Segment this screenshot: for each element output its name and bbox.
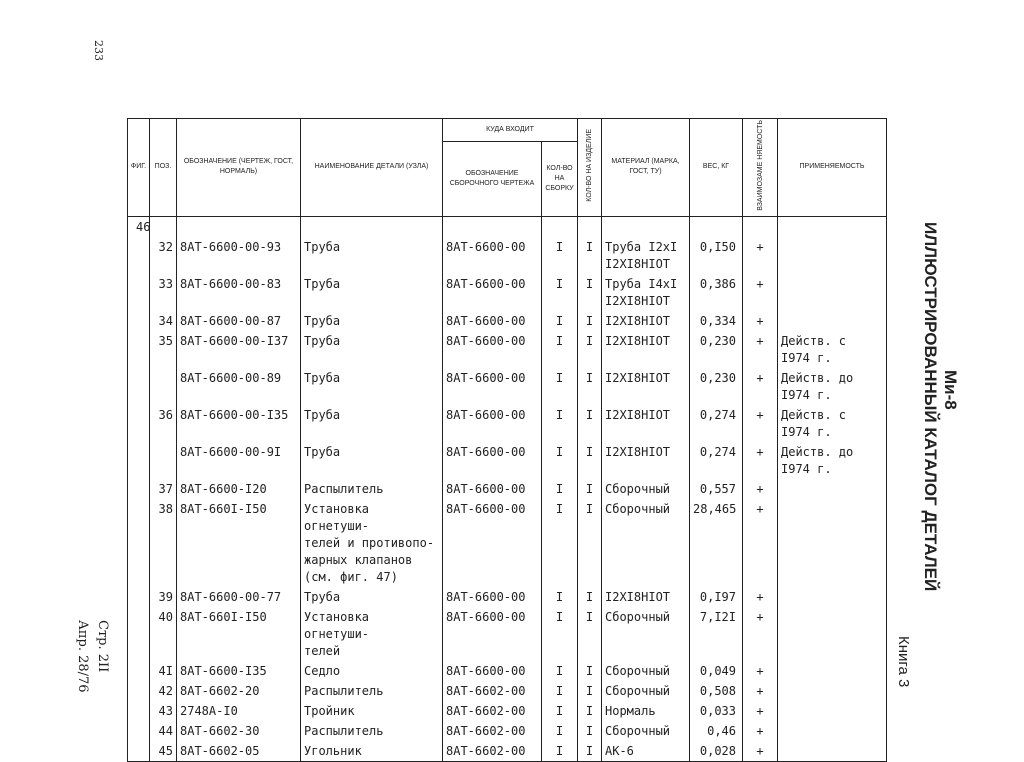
designation-cell: 8АТ-6600-00-I37	[177, 331, 301, 368]
fig-cell	[128, 479, 150, 499]
material-cell: I2XI8HIOT	[602, 368, 690, 405]
qty-item-cell: I	[578, 741, 602, 762]
position-cell	[150, 368, 177, 405]
parts-table	[127, 118, 887, 762]
designation-cell: 8АТ-6600-00-93	[177, 237, 301, 274]
applicability-cell	[778, 721, 887, 741]
material-cell: I2XI8HIOT	[602, 331, 690, 368]
assembly-drawing-cell: 8АТ-6600-00	[443, 311, 542, 331]
material-cell: Сборочный	[602, 607, 690, 661]
material-cell: Сборочный	[602, 499, 690, 587]
fig-cell	[128, 311, 150, 331]
interchange-cell: +	[743, 661, 778, 681]
qty-assembly-cell: I	[542, 607, 578, 661]
designation-cell: 8АТ-6600-I20	[177, 479, 301, 499]
designation-cell: 8АТ-6600-00-77	[177, 587, 301, 607]
qty-assembly-cell: I	[542, 681, 578, 701]
qty-item-cell: I	[578, 274, 602, 311]
applicability-cell	[778, 741, 887, 762]
material-cell: Сборочный	[602, 661, 690, 681]
table-row	[128, 721, 887, 741]
assembly-drawing-cell: 8АТ-6600-00	[443, 274, 542, 311]
weight-cell: 0,386	[690, 274, 743, 311]
fig-cell	[128, 405, 150, 442]
fig-cell	[128, 681, 150, 701]
applicability-cell	[778, 607, 887, 661]
part-name-cell: Труба	[301, 368, 443, 405]
applicability-cell	[778, 701, 887, 721]
weight-cell: 0,274	[690, 442, 743, 479]
designation-cell: 8АТ-6602-05	[177, 741, 301, 762]
assembly-drawing-cell: 8АТ-6600-00	[443, 587, 542, 607]
table-row	[128, 442, 887, 479]
interchange-cell: +	[743, 499, 778, 587]
weight-cell: 0,230	[690, 331, 743, 368]
assembly-drawing-cell: 8АТ-6602-00	[443, 701, 542, 721]
weight-cell: 0,049	[690, 661, 743, 681]
fig-cell	[128, 661, 150, 681]
designation-cell: 8АТ-6602-30	[177, 721, 301, 741]
position-cell: 40	[150, 607, 177, 661]
fig-cell	[128, 368, 150, 405]
qty-item-cell: I	[578, 681, 602, 701]
interchange-cell: +	[743, 311, 778, 331]
designation-cell: 8АТ-6600-00-87	[177, 311, 301, 331]
qty-assembly-cell: I	[542, 479, 578, 499]
applicability-cell	[778, 311, 887, 331]
assembly-drawing-cell: 8АТ-6600-00	[443, 499, 542, 587]
part-name-cell: Угольник	[301, 741, 443, 762]
header-weight: ВЕС, КГ	[690, 119, 743, 217]
applicability-cell	[778, 237, 887, 274]
catalog-title: ИЛЛЮСТРИРОВАННЫЙ КАТАЛОГ ДЕТАЛЕЙ	[921, 222, 940, 592]
interchange-cell: +	[743, 721, 778, 741]
weight-cell: 0,334	[690, 311, 743, 331]
revision-date: Апр. 28/76	[75, 620, 90, 693]
qty-item-cell: I	[578, 607, 602, 661]
weight-cell: 28,465	[690, 499, 743, 587]
header-qty-assembly: КОЛ-ВО НА СБОРКУ	[542, 141, 578, 216]
qty-assembly-cell: I	[542, 311, 578, 331]
material-cell: Сборочный	[602, 721, 690, 741]
part-name-cell: Распылитель	[301, 721, 443, 741]
material-cell: Труба I2xI I2XI8HIOT	[602, 237, 690, 274]
interchange-cell: +	[743, 701, 778, 721]
part-name-cell: Труба	[301, 587, 443, 607]
assembly-drawing-cell: 8АТ-6600-00	[443, 237, 542, 274]
qty-assembly-cell: I	[542, 721, 578, 741]
qty-item-cell: I	[578, 661, 602, 681]
table-row	[128, 479, 887, 499]
position-cell: 37	[150, 479, 177, 499]
material-cell: I2XI8HIOT	[602, 587, 690, 607]
assembly-drawing-cell: 8АТ-6602-00	[443, 721, 542, 741]
qty-assembly-cell: I	[542, 442, 578, 479]
position-cell: 43	[150, 701, 177, 721]
fig-cell	[128, 331, 150, 368]
table-row	[128, 331, 887, 368]
material-cell: Сборочный	[602, 681, 690, 701]
interchange-cell: +	[743, 368, 778, 405]
material-cell: АК-6	[602, 741, 690, 762]
designation-cell: 2748А-I0	[177, 701, 301, 721]
part-name-cell: Установка огнетуши- телей и противопо- жарных клапанов (см. фиг. 47)	[301, 499, 443, 587]
header-where-used: КУДА ВХОДИТ	[443, 119, 578, 142]
part-name-cell: Труба	[301, 442, 443, 479]
qty-item-cell: I	[578, 479, 602, 499]
header-designation: ОБОЗНАЧЕНИЕ (ЧЕРТЕЖ, ГОСТ, НОРМАЛЬ)	[177, 119, 301, 217]
qty-item-cell: I	[578, 405, 602, 442]
fig-cell	[128, 274, 150, 311]
page-number: 233	[92, 40, 105, 61]
qty-assembly-cell: I	[542, 331, 578, 368]
designation-cell: 8АТ-6600-00-9I	[177, 442, 301, 479]
position-cell: 4I	[150, 661, 177, 681]
assembly-drawing-cell: 8АТ-6600-00	[443, 405, 542, 442]
table-row	[128, 741, 887, 762]
applicability-cell: Действ. до I974 г.	[778, 368, 887, 405]
header-applicability: ПРИМЕНЯЕМОСТЬ	[778, 119, 887, 217]
assembly-drawing-cell: 8АТ-6602-00	[443, 741, 542, 762]
qty-assembly-cell: I	[542, 237, 578, 274]
fig-cell	[128, 741, 150, 762]
interchange-cell: +	[743, 274, 778, 311]
header-fig: ФИГ.	[128, 119, 150, 217]
fig-cell	[128, 701, 150, 721]
table-row	[128, 499, 887, 587]
qty-assembly-cell: I	[542, 661, 578, 681]
position-cell: 36	[150, 405, 177, 442]
assembly-drawing-cell: 8АТ-6602-00	[443, 681, 542, 701]
weight-cell: 0,028	[690, 741, 743, 762]
material-cell: I2XI8HIOT	[602, 311, 690, 331]
aircraft-model: Ми-8	[941, 370, 960, 410]
material-cell: I2XI8HIOT	[602, 442, 690, 479]
assembly-drawing-cell: 8АТ-6600-00	[443, 331, 542, 368]
material-cell: Сборочный	[602, 479, 690, 499]
table-row	[128, 681, 887, 701]
qty-item-cell: I	[578, 587, 602, 607]
fig-cell	[128, 442, 150, 479]
part-name-cell: Распылитель	[301, 479, 443, 499]
position-cell: 45	[150, 741, 177, 762]
weight-cell: 0,557	[690, 479, 743, 499]
figure-number: 46	[128, 216, 150, 237]
table-row	[128, 701, 887, 721]
qty-item-cell: I	[578, 311, 602, 331]
header-assembly-drawing: ОБОЗНАЧЕНИЕ СБОРОЧНОГО ЧЕРТЕЖА	[443, 141, 542, 216]
qty-item-cell: I	[578, 499, 602, 587]
position-cell: 38	[150, 499, 177, 587]
material-cell: I2XI8HIOT	[602, 405, 690, 442]
interchange-cell: +	[743, 607, 778, 661]
interchange-cell: +	[743, 405, 778, 442]
page-reference: Стр. 2II	[95, 620, 110, 673]
position-cell: 42	[150, 681, 177, 701]
header-pos: ПОЗ.	[150, 119, 177, 217]
designation-cell: 8АТ-660I-I50	[177, 607, 301, 661]
material-cell: Нормаль	[602, 701, 690, 721]
qty-assembly-cell: I	[542, 368, 578, 405]
qty-assembly-cell: I	[542, 587, 578, 607]
fig-cell	[128, 237, 150, 274]
designation-cell: 8АТ-6600-00-I35	[177, 405, 301, 442]
interchange-cell: +	[743, 331, 778, 368]
interchange-cell: +	[743, 237, 778, 274]
fig-cell	[128, 587, 150, 607]
book-number: Книга 3	[895, 636, 912, 688]
qty-item-cell: I	[578, 331, 602, 368]
part-name-cell: Труба	[301, 405, 443, 442]
applicability-cell: Действ. с I974 г.	[778, 405, 887, 442]
part-name-cell: Труба	[301, 311, 443, 331]
assembly-drawing-cell: 8АТ-6600-00	[443, 479, 542, 499]
part-name-cell: Труба	[301, 237, 443, 274]
qty-item-cell: I	[578, 237, 602, 274]
table-row	[128, 311, 887, 331]
qty-assembly-cell: I	[542, 701, 578, 721]
weight-cell: 0,46	[690, 721, 743, 741]
part-name-cell: Тройник	[301, 701, 443, 721]
designation-cell: 8АТ-6600-00-83	[177, 274, 301, 311]
table-row	[128, 274, 887, 311]
part-name-cell: Распылитель	[301, 681, 443, 701]
position-cell: 33	[150, 274, 177, 311]
qty-item-cell: I	[578, 721, 602, 741]
assembly-drawing-cell: 8АТ-6600-00	[443, 607, 542, 661]
qty-item-cell: I	[578, 368, 602, 405]
position-cell: 34	[150, 311, 177, 331]
qty-assembly-cell: I	[542, 274, 578, 311]
interchange-cell: +	[743, 479, 778, 499]
position-cell	[150, 442, 177, 479]
assembly-drawing-cell: 8АТ-6600-00	[443, 442, 542, 479]
qty-assembly-cell: I	[542, 405, 578, 442]
fig-cell	[128, 607, 150, 661]
interchange-cell: +	[743, 681, 778, 701]
weight-cell: 0,I50	[690, 237, 743, 274]
header-name: НАИМЕНОВАНИЕ ДЕТАЛИ (УЗЛА)	[301, 119, 443, 217]
part-name-cell: Труба	[301, 331, 443, 368]
position-cell: 35	[150, 331, 177, 368]
part-name-cell: Установка огнетуши- телей	[301, 607, 443, 661]
weight-cell: 0,274	[690, 405, 743, 442]
weight-cell: 0,230	[690, 368, 743, 405]
applicability-cell: Действ. до I974 г.	[778, 442, 887, 479]
qty-item-cell: I	[578, 442, 602, 479]
material-cell: Труба I4xI I2XI8HIOT	[602, 274, 690, 311]
assembly-drawing-cell: 8АТ-6600-00	[443, 661, 542, 681]
header-interchange: ВЗАИМОЗАМЕ НЯЕМОСТЬ	[743, 119, 778, 217]
applicability-cell	[778, 479, 887, 499]
interchange-cell: +	[743, 587, 778, 607]
table-row	[128, 587, 887, 607]
part-name-cell: Труба	[301, 274, 443, 311]
interchange-cell: +	[743, 741, 778, 762]
applicability-cell	[778, 587, 887, 607]
designation-cell: 8АТ-6600-I35	[177, 661, 301, 681]
designation-cell: 8АТ-6602-20	[177, 681, 301, 701]
position-cell: 39	[150, 587, 177, 607]
weight-cell: 0,I97	[690, 587, 743, 607]
fig-cell	[128, 721, 150, 741]
applicability-cell: Действ. с I974 г.	[778, 331, 887, 368]
weight-cell: 7,I2I	[690, 607, 743, 661]
position-cell: 32	[150, 237, 177, 274]
weight-cell: 0,033	[690, 701, 743, 721]
table-row	[128, 607, 887, 661]
part-name-cell: Седло	[301, 661, 443, 681]
qty-assembly-cell: I	[542, 741, 578, 762]
applicability-cell	[778, 661, 887, 681]
assembly-drawing-cell: 8АТ-6600-00	[443, 368, 542, 405]
header-qty-item: КОЛ-ВО НА ИЗДЕЛИЕ	[578, 119, 602, 217]
weight-cell: 0,508	[690, 681, 743, 701]
table-row	[128, 237, 887, 274]
header-material: МАТЕРИАЛ (МАРКА, ГОСТ, ТУ)	[602, 119, 690, 217]
interchange-cell: +	[743, 442, 778, 479]
designation-cell: 8АТ-660I-I50	[177, 499, 301, 587]
fig-cell	[128, 499, 150, 587]
qty-assembly-cell: I	[542, 499, 578, 587]
applicability-cell	[778, 681, 887, 701]
designation-cell: 8АТ-6600-00-89	[177, 368, 301, 405]
applicability-cell	[778, 499, 887, 587]
table-row	[128, 368, 887, 405]
table-row	[128, 405, 887, 442]
position-cell: 44	[150, 721, 177, 741]
applicability-cell	[778, 274, 887, 311]
qty-item-cell: I	[578, 701, 602, 721]
table-row	[128, 661, 887, 681]
